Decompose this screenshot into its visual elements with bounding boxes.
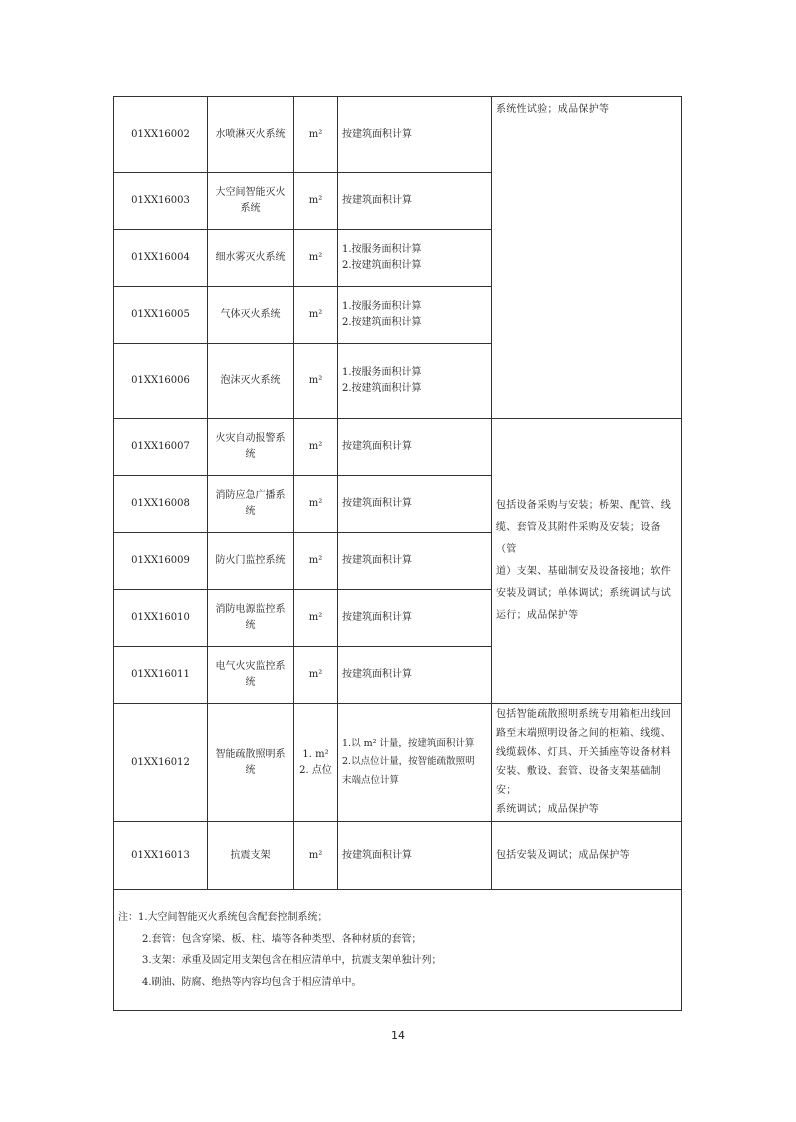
work-content-group-2 <box>492 419 682 704</box>
item-measure-rule <box>338 344 492 419</box>
work-content-line: 缆、套管及其附件采购及安装；设备（管 <box>496 522 661 555</box>
item-measure-rule <box>338 419 492 476</box>
item-unit <box>294 704 338 822</box>
work-content-group-3 <box>492 704 682 822</box>
item-unit-line: m² <box>308 612 323 623</box>
item-rule-line: 末端点位计算 <box>342 774 400 786</box>
item-measure-rule <box>338 97 492 173</box>
item-rule-line: 按建筑面积计算 <box>342 669 412 680</box>
item-unit-line: m² <box>308 555 323 566</box>
note-line: 3.支架：承重及固定用支架包含在相应清单中，抗震支架单独计列； <box>142 955 442 966</box>
item-name <box>208 533 294 590</box>
item-unit <box>294 173 338 230</box>
item-measure-rule <box>338 590 492 647</box>
page-number: 14 <box>391 1029 405 1042</box>
item-code: 01XX16009 <box>114 533 208 590</box>
item-unit-line: m² <box>308 128 323 140</box>
item-code: 01XX16002 <box>114 97 208 173</box>
item-name-line: 细水雾灭火系统 <box>215 252 286 263</box>
item-code: 01XX16003 <box>114 173 208 230</box>
work-content-line: 安装、敷设、套管、设备支架基础制安； <box>496 766 661 796</box>
item-code: 01XX16010 <box>114 590 208 647</box>
item-rule-line: 1.按服务面积计算 <box>342 367 422 378</box>
item-unit <box>294 533 338 590</box>
notes-cell <box>114 890 682 1011</box>
item-rule-line: 按建筑面积计算 <box>342 555 412 566</box>
item-name-line: 消防应急广播系 <box>215 490 286 501</box>
work-content-line: 安装及调试；单体调试；系统调试与试 <box>496 588 672 599</box>
item-code: 01XX16006 <box>114 344 208 419</box>
note-line: 2.套管：包含穿梁、板、柱、墙等各种类型、各种材质的套管； <box>142 933 422 945</box>
item-name <box>208 476 294 533</box>
item-unit <box>294 419 338 476</box>
item-name <box>208 97 294 173</box>
item-name-line: 水喷淋灭火系统 <box>215 128 286 140</box>
item-name-line: 统 <box>245 677 256 688</box>
notes-row <box>114 890 682 1011</box>
item-measure-rule <box>338 647 492 704</box>
item-code: 01XX16004 <box>114 230 208 287</box>
item-name-line: 统 <box>245 506 256 517</box>
item-rule-line: 按建筑面积计算 <box>342 498 412 509</box>
work-content-line: 包括设备采购与安装；桥架、配管、线 <box>496 500 672 511</box>
item-name <box>208 419 294 476</box>
work-content-line: 包括安装及调试；成品保护等 <box>496 849 630 861</box>
item-rule-line: 按建筑面积计算 <box>342 128 412 140</box>
item-code: 01XX16008 <box>114 476 208 533</box>
item-unit-line: m² <box>308 849 323 861</box>
item-code: 01XX16005 <box>114 287 208 344</box>
item-name-line: 电气火灾监控系 <box>215 661 286 672</box>
item-rule-line: 1.以 m² 计量，按建筑面积计算 <box>342 738 475 750</box>
work-content-line: 道）支架、基础制安及设备接地；软件 <box>496 566 672 577</box>
table-body <box>114 97 682 1011</box>
item-rule-line: 2.按建筑面积计算 <box>342 260 422 271</box>
item-unit-line: m² <box>308 195 323 206</box>
item-name-line: 统 <box>245 449 256 460</box>
item-name-line: 消防电源监控系 <box>215 604 286 615</box>
item-unit-line: m² <box>308 498 323 509</box>
item-rule-line: 按建筑面积计算 <box>342 612 412 623</box>
item-unit-line: 2. 点位 <box>299 764 332 776</box>
item-unit-line: m² <box>308 252 323 263</box>
item-name <box>208 704 294 822</box>
work-content-line: 系统性试验；成品保护等 <box>496 104 610 115</box>
item-rule-line: 按建筑面积计算 <box>342 849 412 861</box>
item-rule-line: 按建筑面积计算 <box>342 441 412 452</box>
item-name-line: 泡沫灭火系统 <box>220 375 281 386</box>
item-unit <box>294 647 338 704</box>
work-content-group-4 <box>492 822 682 890</box>
item-measure-rule <box>338 173 492 230</box>
item-unit-line: m² <box>308 375 323 386</box>
item-unit <box>294 476 338 533</box>
item-name <box>208 590 294 647</box>
note-line: 4.刷油、防腐、绝热等内容均包含于相应清单中。 <box>142 976 362 988</box>
note-line: 注：1.大空间智能灭火系统包含配套控制系统； <box>118 912 328 923</box>
item-name <box>208 822 294 890</box>
item-rule-line: 2.按建筑面积计算 <box>342 383 422 394</box>
work-content-line: 运行；成品保护等 <box>496 610 579 621</box>
item-measure-rule <box>338 822 492 890</box>
item-name-line: 防火门监控系统 <box>215 555 286 566</box>
item-unit <box>294 287 338 344</box>
item-unit-line: m² <box>308 309 323 320</box>
item-name-line: 大空间智能灭火 <box>215 187 286 198</box>
item-name-line: 气体灭火系统 <box>220 309 281 320</box>
work-content-line: 系统调试；成品保护等 <box>496 804 599 815</box>
item-name <box>208 287 294 344</box>
item-measure-rule <box>338 230 492 287</box>
item-name-line: 统 <box>245 764 256 776</box>
work-content-line: 线缆载体、灯具、开关插座等设备材料 <box>496 747 672 758</box>
item-name-line: 统 <box>245 620 256 631</box>
item-unit <box>294 590 338 647</box>
item-measure-rule <box>338 704 492 822</box>
item-name-line: 系统 <box>240 203 261 214</box>
table-row <box>114 704 682 822</box>
item-rule-line: 1.按服务面积计算 <box>342 301 422 312</box>
bill-of-quantities-table <box>113 96 682 1011</box>
work-content-line: 路至末端照明设备之间的柜箱、线缆、 <box>496 728 672 739</box>
item-code: 01XX16011 <box>114 647 208 704</box>
item-measure-rule <box>338 476 492 533</box>
item-rule-line: 1.按服务面积计算 <box>342 244 422 255</box>
item-unit-line: m² <box>308 669 323 680</box>
item-rule-line: 2.按建筑面积计算 <box>342 317 422 328</box>
table-row <box>114 419 682 476</box>
item-unit <box>294 97 338 173</box>
item-rule-line: 2.以点位计量，按智能疏散照明 <box>342 756 475 768</box>
work-content-group-1 <box>492 97 682 419</box>
item-unit-line: m² <box>308 441 323 452</box>
item-unit-line: 1. m² <box>302 748 329 760</box>
item-name <box>208 230 294 287</box>
item-unit <box>294 344 338 419</box>
item-unit <box>294 230 338 287</box>
item-name-line: 火灾自动报警系 <box>215 433 286 444</box>
item-measure-rule <box>338 287 492 344</box>
item-name-line: 智能疏散照明系 <box>215 748 286 760</box>
item-measure-rule <box>338 533 492 590</box>
item-name-line: 抗震支架 <box>230 849 271 861</box>
item-name <box>208 173 294 230</box>
table-row <box>114 97 682 173</box>
table-row <box>114 822 682 890</box>
item-code: 01XX16013 <box>114 822 208 890</box>
item-code: 01XX16012 <box>114 704 208 822</box>
item-name <box>208 647 294 704</box>
item-name <box>208 344 294 419</box>
item-rule-line: 按建筑面积计算 <box>342 195 412 206</box>
item-code: 01XX16007 <box>114 419 208 476</box>
work-content-line: 包括智能疏散照明系统专用箱柜出线回 <box>496 709 672 720</box>
item-unit <box>294 822 338 890</box>
